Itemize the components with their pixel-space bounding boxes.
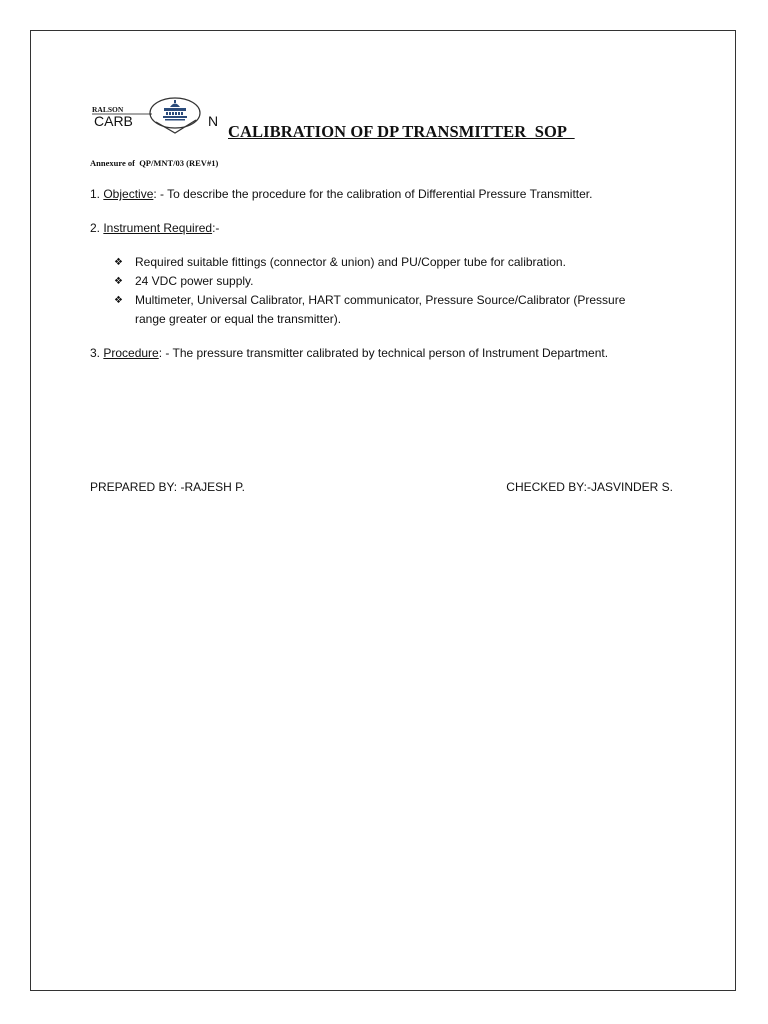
list-item [114,291,655,329]
diamond-bullet-icon: ❖ [114,295,123,306]
list-item-text: Multimeter, Universal Calibrator, HART communicator, Pressure Source/Calibrator (Pressure range greater or equal the transmitter). [135,293,626,326]
prepared-by: PREPARED BY: -RAJESH P. [90,480,245,494]
objective-text: : - To describe the procedure for the calibration of Differential Pressure Transmitter. [153,187,593,201]
diamond-bullet-icon: ❖ [114,257,123,268]
instrument-text: :- [212,221,220,235]
procedure-number: 3. [90,346,104,360]
instrument-number: 2. [90,221,104,235]
list-item [114,272,674,291]
procedure-text: : - The pressure transmitter calibrated by technical person of Instrument Department. [158,346,609,360]
instrument-heading: Instrument Required [103,221,213,235]
logo-name-left: CARB [94,113,133,129]
objective-heading: Objective [103,187,154,201]
list-item [114,253,674,272]
list-item-text: Required suitable fittings (connector & union) and PU/Copper tube for calibration. [135,255,566,269]
procedure-paragraph [90,345,608,362]
company-logo [90,94,228,140]
objective-number: 1. [90,187,104,201]
page-border [30,30,736,991]
document-header [90,94,650,142]
logo-swoosh [156,120,196,133]
logo-name-right: N [208,113,219,129]
instrument-list [114,253,674,329]
objective-paragraph [90,186,592,203]
diamond-bullet-icon: ❖ [114,276,123,287]
document-title: CALIBRATION OF DP TRANSMITTER SOP [228,122,575,141]
logo-name-top: RALSON [92,105,124,114]
procedure-heading: Procedure [103,346,159,360]
annexure-reference: Annexure of QP/MNT/03 (REV#1) [90,158,219,168]
list-item-text: 24 VDC power supply. [135,274,254,288]
checked-by: CHECKED BY:-JASVINDER S. [506,480,673,494]
instrument-paragraph [90,220,219,237]
